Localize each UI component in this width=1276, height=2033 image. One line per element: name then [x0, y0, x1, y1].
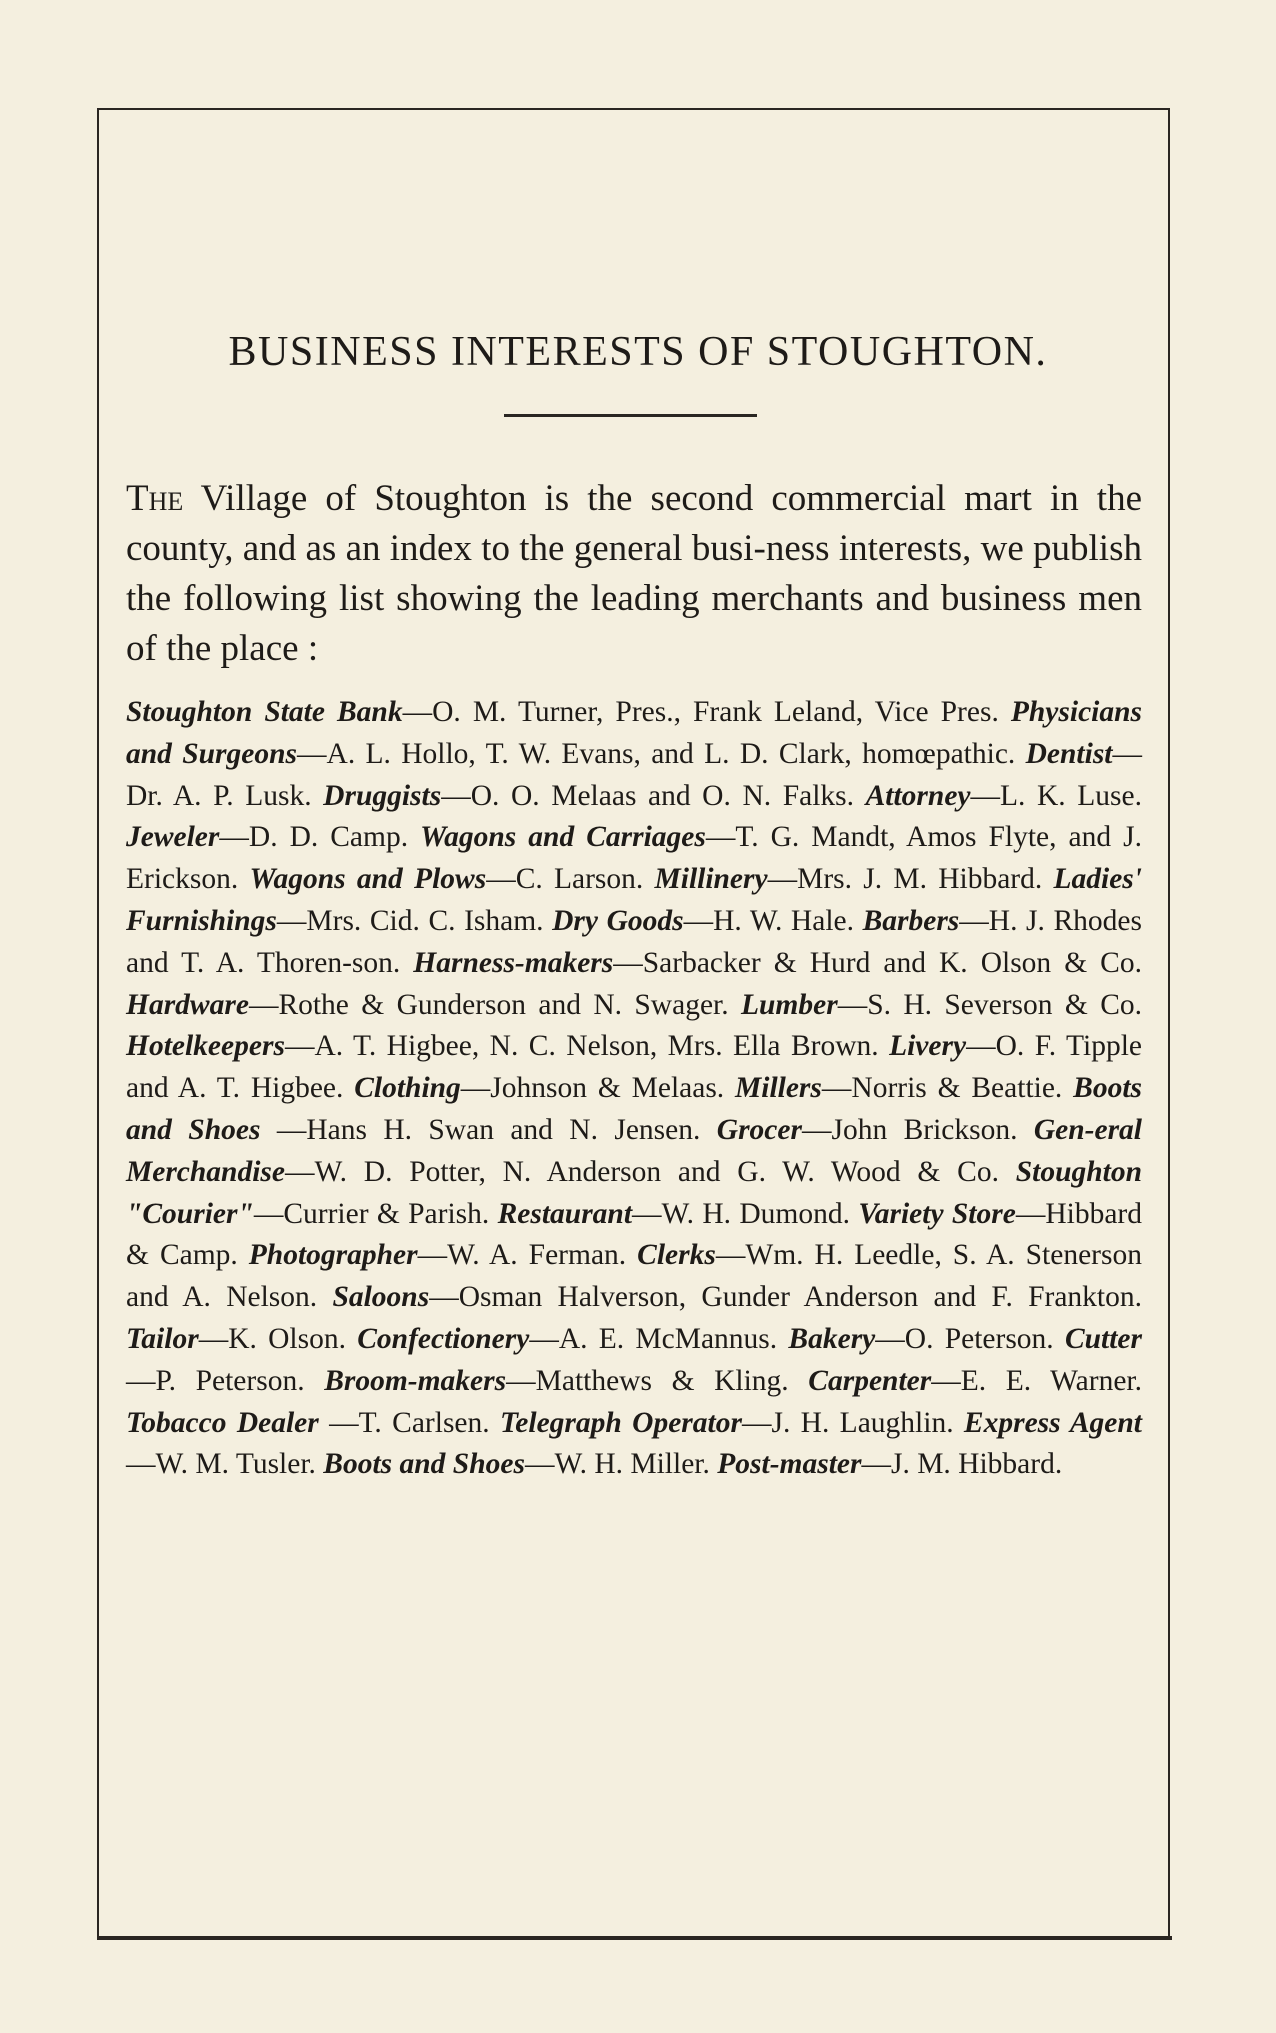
directory-category: Ladies' Furnishings [126, 863, 1142, 937]
directory-entry [498, 1198, 859, 1230]
directory-names: —Hibbard & Camp. [126, 1197, 1142, 1272]
directory-names: —Hans H. Swan and N. Jensen. [260, 1113, 717, 1146]
directory-names: —Norris & Beattie. [821, 1072, 1074, 1105]
directory-category: Express Agent [963, 1406, 1142, 1439]
intro-lead-word: The [126, 478, 184, 519]
directory-names: —O. Peterson. [875, 1322, 1065, 1355]
directory-category: Wagons and Carriages [420, 821, 706, 854]
directory-names: —Matthews & Kling. [506, 1364, 809, 1397]
directory-names: —T. Carlsen. [318, 1406, 500, 1439]
directory-category: Clerks [637, 1239, 716, 1272]
page-border-bottom-rule [97, 1936, 1172, 1940]
directory-category: Dry Goods [552, 904, 684, 937]
directory-category: Stoughton "Courier" [126, 1155, 1142, 1230]
directory-category: Hardware [126, 988, 249, 1021]
directory-entry [717, 1448, 1062, 1480]
directory-category: Carpenter [808, 1364, 932, 1397]
business-directory-paragraph [126, 692, 1142, 1486]
directory-names: —P. Peterson. [126, 1364, 325, 1397]
page-title: BUSINESS INTERESTS OF STOUGHTON. [228, 329, 1048, 376]
directory-entry [126, 821, 420, 853]
directory-names: —John Brickson. [801, 1113, 1034, 1146]
directory-category: Grocer [716, 1113, 802, 1146]
directory-names: —A. L. Hollo, T. W. Evans, and L. D. Clark, homœpathic. [297, 737, 1026, 770]
directory-names: —K. Olson. [198, 1322, 358, 1355]
directory-category: Broom-makers [324, 1364, 507, 1397]
directory-entry [808, 1365, 1142, 1397]
directory-category: Hotelkeepers [126, 1030, 285, 1063]
directory-entry [126, 989, 741, 1021]
directory-category: Dentist [1025, 737, 1113, 770]
directory-entry [500, 1407, 964, 1439]
directory-entry [126, 1323, 357, 1355]
directory-category: Millinery [654, 863, 768, 896]
directory-category: Wagons and Plows [249, 863, 487, 896]
directory-entry [741, 989, 1142, 1021]
directory-names: —Osman Halverson, Gunder Anderson and F. Frankton. [429, 1281, 1142, 1314]
directory-entry [126, 1030, 889, 1062]
directory-category: Boots and Shoes [323, 1448, 525, 1481]
directory-category: Lumber [740, 988, 838, 1021]
directory-category: Variety Store [858, 1197, 1016, 1230]
directory-names: —Dr. A. P. Lusk. [126, 737, 1142, 812]
directory-category: Millers [735, 1072, 822, 1105]
directory-names: —O. F. Tipple and A. T. Higbee. [126, 1030, 1142, 1105]
directory-names: —Mrs. Cid. C. Isham. [276, 904, 553, 937]
directory-names: —W. A. Ferman. [417, 1239, 638, 1272]
directory-entry [249, 1239, 637, 1271]
directory-entry [126, 696, 1011, 728]
directory-category: Photographer [248, 1239, 418, 1272]
directory-names: —Johnson & Melaas. [460, 1072, 736, 1105]
directory-names: —A. E. McMannus. [529, 1322, 789, 1355]
directory-category: Clothing [354, 1072, 461, 1105]
directory-category: Telegraph Operator [499, 1406, 742, 1439]
directory-names: —W. D. Potter, N. Anderson and G. W. Wood & Co. [284, 1155, 1016, 1188]
directory-entry [323, 1448, 717, 1480]
directory-category: Bakery [788, 1322, 876, 1355]
directory-names: —T. G. Mandt, Amos Flyte, and J. Erickson. [126, 821, 1142, 896]
directory-names: —A. T. Higbee, N. C. Nelson, Mrs. Ella Brown. [284, 1030, 890, 1063]
directory-names: —H. J. Rhodes and T. A. Thoren-son. [126, 904, 1142, 979]
directory-entry [354, 1072, 735, 1104]
directory-names: —J. H. Laughlin. [741, 1406, 964, 1439]
directory-category: Physicians and Surgeons [126, 696, 1142, 770]
directory-entry [332, 1281, 1142, 1313]
directory-category: Boots and Shoes [126, 1072, 1142, 1146]
directory-category: Cutter [1064, 1322, 1142, 1355]
directory-category: Tailor [126, 1322, 199, 1355]
directory-names: —W. M. Tusler. [126, 1448, 324, 1481]
directory-category: Gen-eral Merchandise [126, 1113, 1143, 1188]
directory-category: Confectionery [357, 1322, 530, 1355]
directory-names: —E. E. Warner. [931, 1364, 1142, 1397]
directory-entry [126, 1407, 500, 1439]
directory-names: —O. O. Melaas and O. N. Falks. [441, 779, 866, 812]
directory-names: —Sarbacker & Hurd and K. Olson & Co. [613, 946, 1142, 979]
directory-names: —Rothe & Gunderson and N. Swager. [248, 988, 741, 1021]
directory-names: —L. K. Luse. [970, 779, 1142, 812]
directory-names: —S. H. Severson & Co. [837, 988, 1142, 1021]
directory-entry [735, 1072, 1073, 1104]
directory-names: —Currier & Parish. [253, 1197, 498, 1230]
directory-category: Post-master [717, 1448, 862, 1481]
directory-category: Druggists [323, 779, 442, 812]
directory-category: Restaurant [497, 1197, 633, 1230]
directory-names: —O. M. Turner, Pres., Frank Leland, Vice Pres. [402, 696, 1011, 728]
directory-entry [249, 863, 654, 895]
directory-category: Stoughton State Bank [126, 696, 403, 728]
directory-category: Harness-makers [413, 946, 614, 979]
directory-category: Livery [889, 1030, 967, 1063]
directory-names: —C. Larson. [486, 863, 655, 896]
directory-entry [357, 1323, 788, 1355]
directory-entry [788, 1323, 1065, 1355]
directory-category: Attorney [865, 779, 971, 812]
directory-entry [655, 863, 1054, 895]
directory-entry [413, 947, 1142, 979]
intro-paragraph [126, 474, 1142, 674]
directory-names: —J. M. Hibbard. [861, 1448, 1063, 1481]
directory-category: Tobacco Dealer [126, 1406, 319, 1439]
directory-entry [866, 780, 1142, 812]
directory-names: —D. D. Camp. [219, 821, 421, 854]
directory-entry [323, 780, 865, 812]
directory-category: Saloons [332, 1281, 430, 1314]
directory-category: Barbers [862, 904, 960, 937]
directory-names: —Wm. H. Leedle, S. A. Stenerson and A. Nelson. [126, 1239, 1142, 1314]
directory-entry [717, 1114, 1034, 1146]
directory-names: —W. H. Miller. [524, 1448, 718, 1481]
directory-names: —W. H. Dumond. [632, 1197, 859, 1230]
intro-body-text: Village of Stoughton is the second commercial mart in the county, and as an index to the general busi-ness interests, we publish the following list showing the leading merchants and business men of the place : [126, 478, 1142, 669]
directory-names: —Mrs. J. M. Hibbard. [767, 863, 1054, 896]
directory-names: —H. W. Hale. [683, 904, 863, 937]
title-divider-rule [504, 414, 757, 417]
directory-entry [552, 905, 862, 937]
directory-entry [324, 1365, 808, 1397]
directory-category: Jeweler [126, 821, 220, 854]
